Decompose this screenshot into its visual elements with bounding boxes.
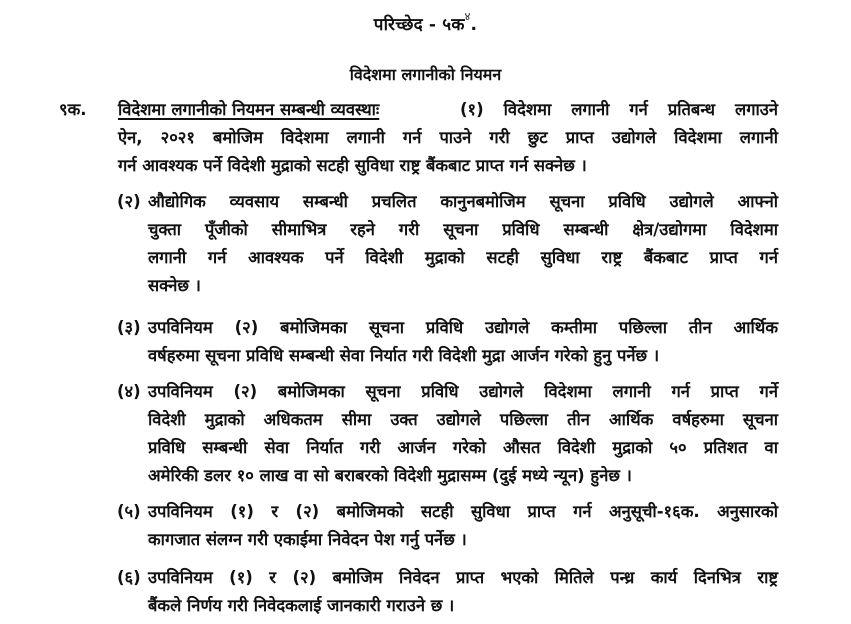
section-heading (118, 98, 379, 122)
subsection-line: वर्षहरुमा सूचना प्रविधि सम्बन्धी सेवा निर्यात गरी विदेशी मुद्रा आर्जन गरेको हुनु पर्नेछ । (148, 346, 660, 365)
subsection-number: (६) (117, 568, 141, 587)
subsection-number: (५) (117, 502, 141, 521)
subsection-line: सक्नेछ । (148, 276, 201, 295)
section-number: ९क. (59, 100, 87, 119)
section-heading-text: विदेशमा लगानीको नियमन सम्बन्धी व्यवस्थाः (118, 100, 380, 119)
subsection-line: उपविनियम (२) बमोजिमका सूचना प्रविधि उद्योगले विदेशमा लगानी गर्न प्राप्त गर्ने (148, 382, 778, 401)
subsection-line: औद्योगिक व्यवसाय सम्बन्धी प्रचलित कानुनबमोजिम सूचना प्रविधि उद्योगले आफ्नो (148, 192, 778, 211)
chapter-title (0, 12, 851, 35)
subsection-number: (२) (117, 192, 141, 211)
subsection-line: लगानी गर्न आवश्यक पर्ने विदेशी मुद्राको सटही सुविधा राष्ट्र बैंकबाट प्राप्त गर्न (148, 248, 778, 267)
subsection-number: (३) (117, 318, 141, 337)
section-line: गर्न आवश्यक पर्ने विदेशी मुद्राको सटही सुविधा राष्ट्र बैंकबाट प्राप्त गर्न सक्नेछ । (118, 156, 587, 175)
section-line: (१) विदेशमा लगानी गर्न प्रतिबन्ध लगाउने (460, 100, 778, 119)
subsection-line: बैंकले निर्णय गरी निवेदकलाई जानकारी गराउने छ । (148, 596, 455, 615)
subsection-line: विदेशी मुद्राको अधिकतम सीमा उक्त उद्योगले पछिल्ला तीन आर्थिक वर्षहरुमा सूचना (148, 410, 778, 429)
subsection-line: अमेरिकी डलर १० लाख वा सो बराबरको विदेशी मुद्रासम्म (दुई मध्ये न्यून) हुनेछ । (148, 466, 632, 485)
subsection-line: उपविनियम (१) र (२) बमोजिमको सटही सुविधा प्राप्त गर्न अनुसूची-१६क. अनुसारको (148, 502, 778, 521)
subsection-line: उपविनियम (२) बमोजिमका सूचना प्रविधि उद्योगले कम्तीमा पछिल्ला तीन आर्थिक (148, 318, 778, 337)
chapter-footnote-marker: ४ (464, 10, 471, 24)
subsection-line: चुक्ता पूँजीको सीमाभित्र रहने गरी सूचना प्रविधि सम्बन्धी क्षेत्र/उद्योगमा विदेशमा (148, 220, 778, 239)
chapter-title-text: परिच्छेद - ५क (373, 15, 465, 35)
subsection-number: (४) (117, 382, 141, 401)
subsection-line: कागजात संलग्न गरी एकाईमा निवेदन पेश गर्नु पर्नेछ । (148, 530, 467, 549)
subsection-line: उपविनियम (१) र (२) बमोजिम निवेदन प्राप्त भएको मितिले पन्ध्र कार्य दिनभित्र राष्ट्र (148, 568, 778, 587)
subsection-line: प्रविधि सम्बन्धी सेवा निर्यात गरी आर्जन गरेको औसत विदेशी मुद्राको ५० प्रतिशत वा (148, 438, 778, 457)
section-line: ऐन, २०२१ बमोजिम विदेशमा लगानी गर्न पाउने गरी छुट प्राप्त उद्योगले विदेशमा लगानी (118, 128, 778, 147)
chapter-title-suffix: . (470, 15, 478, 35)
chapter-subtitle: विदेशमा लगानीको नियमन (349, 65, 502, 84)
